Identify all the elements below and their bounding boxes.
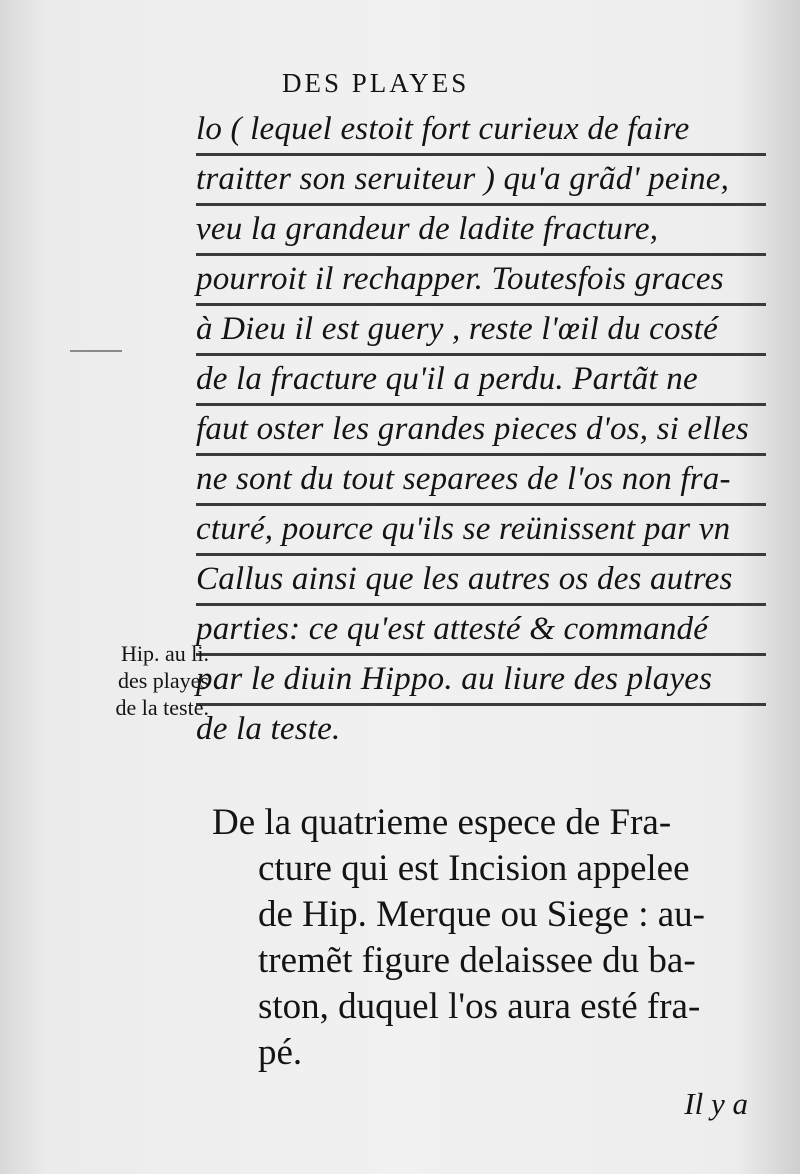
text-line: ne sont du tout separees de l'os non fra- [196, 456, 766, 506]
margin-mark [70, 350, 122, 352]
margin-note-line: des playes [117, 668, 209, 693]
margin-note-line: de la teste. [115, 695, 209, 720]
margin-note-line: Hip. au li. [121, 641, 209, 666]
text-line: traitter son seruiteur ) qu'a grãd' peine, [196, 156, 766, 206]
running-header: DES PLAYES [282, 68, 470, 98]
section-heading [212, 800, 772, 1076]
heading-line: tremẽt figure delaissee du ba- [258, 940, 696, 981]
text-line: pourroit il rechapper. Toutesfois graces [196, 256, 766, 306]
text-line: cturé, pource qu'ils se reünissent par vn [196, 506, 766, 556]
heading-line: De la quatrieme espece de Fra- [212, 802, 672, 843]
heading-line: cture qui est Incision appelee [258, 848, 690, 889]
catchword: Il y a [684, 1086, 748, 1121]
main-text-block [196, 106, 766, 753]
text-line: à Dieu il est guery , reste l'œil du costé [196, 306, 766, 356]
text-line: par le diuin Hippo. au liure des playes [196, 656, 766, 706]
heading-line: pé. [258, 1032, 303, 1073]
text-line: de la fracture qu'il a perdu. Partãt ne [196, 356, 766, 406]
text-line: faut oster les grandes pieces d'os, si elles [196, 406, 766, 456]
heading-line: de Hip. Merque ou Siege : au- [258, 894, 705, 935]
text-line: lo ( lequel estoit fort curieux de faire [196, 106, 766, 156]
margin-note [74, 640, 209, 721]
text-line: Callus ainsi que les autres os des autres [196, 556, 766, 606]
text-line-last: de la teste. [196, 711, 341, 747]
text-line: parties: ce qu'est attesté & commandé [196, 606, 766, 656]
text-line: veu la grandeur de ladite fracture, [196, 206, 766, 256]
heading-line: ston, duquel l'os aura esté fra- [258, 986, 701, 1027]
